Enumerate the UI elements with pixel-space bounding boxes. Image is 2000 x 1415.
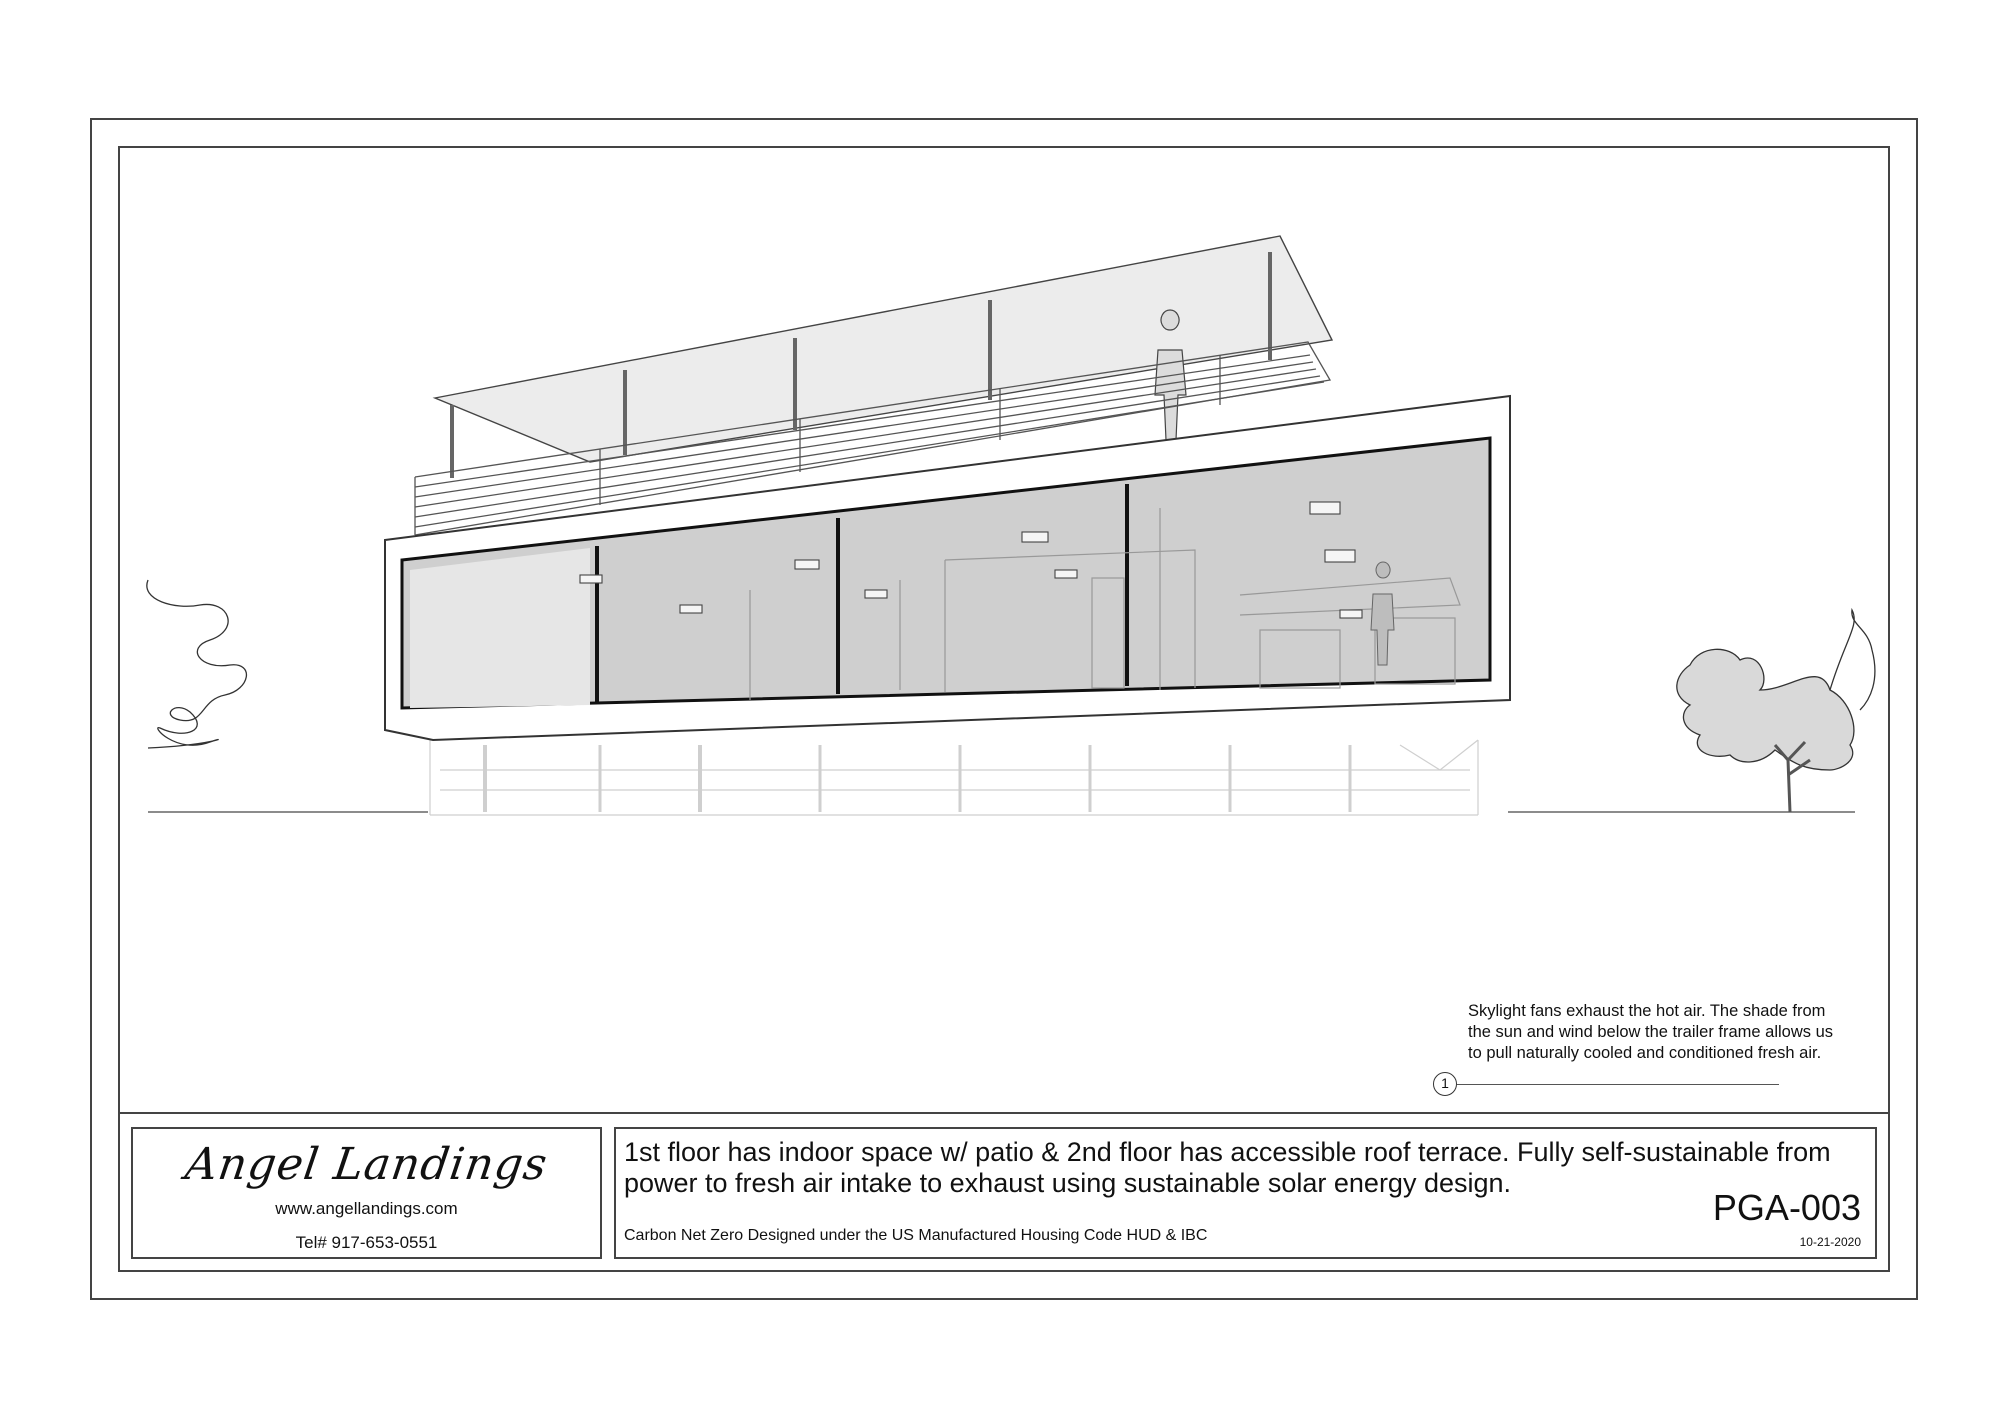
logo-box: [131, 1127, 602, 1259]
titleblock-divider: [118, 1112, 1890, 1114]
project-description: 1st floor has indoor space w/ patio & 2nd floor has accessible roof terrace. Fully self-sustainable from power to fresh air intake to exhaust using sustainable solar energy design.: [624, 1137, 1831, 1198]
sheet-number: PGA-003: [1712, 1187, 1861, 1228]
roof-canopy: [435, 236, 1332, 462]
info-box: [614, 1127, 1877, 1259]
house-elevation-drawing: [120, 148, 1888, 1108]
website-link[interactable]: www.angellandings.com: [275, 1199, 458, 1218]
sheet-date: 10-21-2020: [1799, 1235, 1861, 1249]
skylight-note: Skylight fans exhaust the hot air. The shade from the sun and wind below the trailer frame allows us to pull naturally cooled and conditioned fresh air.: [1468, 1002, 1834, 1062]
brand-logo: Angel Landings: [182, 1139, 551, 1190]
phone-number: Tel# 917-653-0551: [295, 1233, 438, 1252]
code-compliance-note: Carbon Net Zero Designed under the US Manufactured Housing Code HUD & IBC: [624, 1227, 1208, 1244]
note-marker: 1: [1433, 1072, 1457, 1096]
note-leader-line: [1457, 1084, 1779, 1085]
left-shrub-outline: [147, 580, 247, 748]
undercarriage: [430, 740, 1478, 815]
right-tree: [1677, 610, 1875, 812]
